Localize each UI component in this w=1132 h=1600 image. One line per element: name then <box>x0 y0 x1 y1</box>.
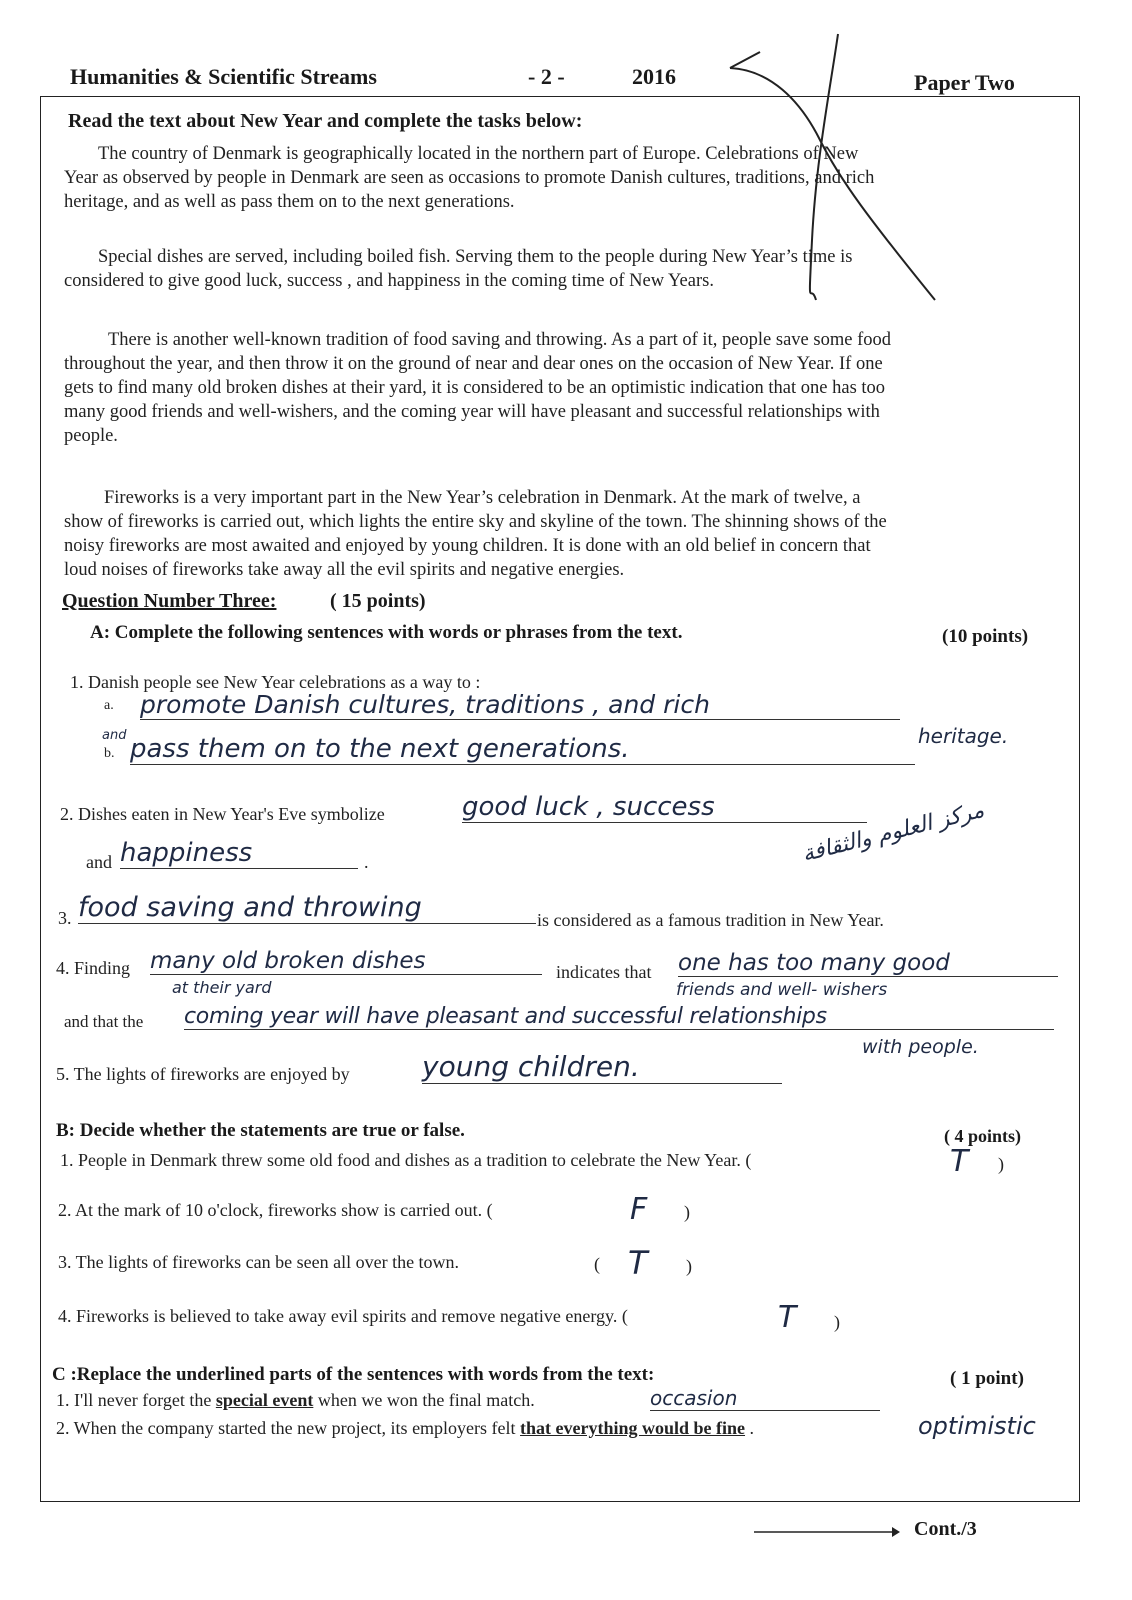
a-q4-and: and that the <box>64 1012 144 1031</box>
p3-line: There is another well-known tradition of food saving and throwing. As a part of it, people save some food <box>108 330 891 350</box>
b-item-2-close: ) <box>684 1202 690 1222</box>
p3-line: throughout the year, and then throw it on the ground of near and dear ones on the occasion of New Year. If one <box>64 354 883 374</box>
b-item-3-open: ( <box>594 1254 600 1274</box>
paragraph-3 <box>64 328 1064 448</box>
p1-line: The country of Denmark is geographically located in the northern part of Europe. Celebrations of New <box>98 144 859 164</box>
b-item-2-answer: F <box>630 1192 648 1227</box>
a-q3-label: 3. <box>58 908 72 928</box>
section-c-points: ( 1 point) <box>950 1368 1024 1389</box>
a-q1a-label: a. <box>104 698 114 713</box>
paper-label: Paper Two <box>914 70 1015 95</box>
a-q1a-answer-cont: heritage. <box>918 724 1009 748</box>
paragraph-4 <box>64 486 1064 582</box>
a-q4-answer2: one has too many good <box>678 950 1058 977</box>
a-q2-margin-note: مركز العلوم والثقافة <box>799 797 987 868</box>
section-a-points: (10 points) <box>942 626 1029 647</box>
c-s1-underlined: special event <box>215 1390 314 1410</box>
reading-heading: Read the text about New Year and complete the tasks below: <box>68 110 583 132</box>
a-q4-answer3-sub: with people. <box>862 1036 979 1058</box>
b-item-1-close: ) <box>998 1154 1004 1174</box>
a-q1b-label: b. <box>104 746 115 761</box>
a-q3-answer: food saving and throwing <box>78 892 536 924</box>
b-item-1-answer: T <box>950 1144 969 1179</box>
c-s2-post: . <box>749 1418 755 1438</box>
p4-line: loud noises of fireworks take away all the evil spirits and negative energies. <box>64 560 625 580</box>
a-q2-answer2: happiness <box>120 838 358 869</box>
p2-line: Special dishes are served, including boiled fish. Serving them to the people during New Year’s time is <box>98 247 853 267</box>
b-item-3-answer: T <box>628 1244 648 1282</box>
a-q4-answer: many old broken dishes <box>150 948 542 975</box>
section-a-heading: A: Complete the following sentences with words or phrases from the text. <box>90 622 683 643</box>
p4-line: noisy fireworks are most awaited and enjoyed by young children. It is done with an old belief in concern that <box>64 536 871 556</box>
a-q2-answer: good luck , success <box>462 792 867 823</box>
a-q2: 2. Dishes eaten in New Year's Eve symbolize <box>60 804 385 824</box>
question-points: ( 15 points) <box>330 590 426 612</box>
a-q1: 1. Danish people see New Year celebrations as a way to : <box>70 672 481 692</box>
continued-label: Cont./3 <box>914 1518 977 1540</box>
p4-line: Fireworks is a very important part in the New Year’s celebration in Denmark. At the mark of twelve, a <box>104 488 861 508</box>
c-s2-answer: optimistic <box>918 1412 1036 1440</box>
p1-line: Year as observed by people in Denmark are seen as occasions to promote Danish cultures, traditions, and rich <box>64 168 875 188</box>
p1-line: heritage, and as well as pass them on to the next generations. <box>64 192 515 212</box>
p3-line: people. <box>64 426 118 446</box>
page-number: - 2 - <box>528 64 565 89</box>
a-q1b-answer: pass them on to the next generations. <box>130 734 915 765</box>
a-q5: 5. The lights of fireworks are enjoyed by <box>56 1064 350 1084</box>
paragraph-2 <box>64 245 1064 293</box>
b-item-4-answer: T <box>778 1300 797 1335</box>
b-item-4-close: ) <box>834 1312 840 1332</box>
p3-line: gets to find many old broken dishes at their yard, it is considered to be an optimistic indication that one has too <box>64 378 886 398</box>
a-q2-and: and <box>86 852 112 872</box>
c-s2-pre: 2. When the company started the new project, its employers felt <box>56 1418 516 1438</box>
paragraph-1 <box>64 142 1064 214</box>
a-q1b-prefix: and <box>102 728 127 743</box>
b-item-4: 4. Fireworks is believed to take away evil spirits and remove negative energy. ( <box>58 1306 628 1326</box>
b-item-1: 1. People in Denmark threw some old food and dishes as a tradition to celebrate the New Year. ( <box>60 1150 752 1170</box>
a-q1a-answer: promote Danish cultures, traditions , and rich <box>140 690 900 720</box>
a-q2-end: . <box>364 852 369 872</box>
arrow-right-icon <box>752 1525 902 1539</box>
a-q4: 4. Finding <box>56 958 131 978</box>
streams-title: Humanities & Scientific Streams <box>70 64 377 89</box>
a-q4-answer-sub: at their yard <box>172 978 272 997</box>
c-sentence-2 <box>56 1418 754 1439</box>
b-item-3-close: ) <box>686 1256 692 1276</box>
c-s1-answer: occasion <box>650 1386 880 1411</box>
section-b-points: ( 4 points) <box>944 1126 1022 1146</box>
p3-line: many good friends and well-wishers, and the coming year will have pleasant and successful relationships with <box>64 402 880 422</box>
p2-line: considered to give good luck, success , and happiness in the coming time of New Years. <box>64 271 714 291</box>
a-q3-text: is considered as a famous tradition in New Year. <box>537 910 884 930</box>
a-q4-mid: indicates that <box>556 962 652 982</box>
b-item-3: 3. The lights of fireworks can be seen all over the town. <box>58 1252 460 1272</box>
c-s1-pre: 1. I'll never forget the <box>56 1390 212 1410</box>
a-q4-answer2-sub: friends and well- wishers <box>676 980 888 1000</box>
a-q5-answer: young children. <box>422 1050 782 1084</box>
c-s1-post: when we won the final match. <box>317 1390 535 1410</box>
p4-line: show of fireworks is carried out, which lights the entire sky and skyline of the town. The shinning shows of the <box>64 512 887 532</box>
b-item-2: 2. At the mark of 10 o'clock, fireworks show is carried out. ( <box>58 1200 493 1220</box>
c-sentence-1 <box>56 1390 535 1411</box>
question-title: Question Number Three: <box>62 590 277 612</box>
a-q4-answer3: coming year will have pleasant and successful relationships <box>184 1004 1054 1030</box>
exam-year: 2016 <box>632 64 676 89</box>
section-b-heading: B: Decide whether the statements are true or false. <box>56 1120 465 1141</box>
section-c-heading: C :Replace the underlined parts of the sentences with words from the text: <box>52 1364 655 1385</box>
c-s2-underlined: that everything would be fine <box>520 1418 746 1438</box>
